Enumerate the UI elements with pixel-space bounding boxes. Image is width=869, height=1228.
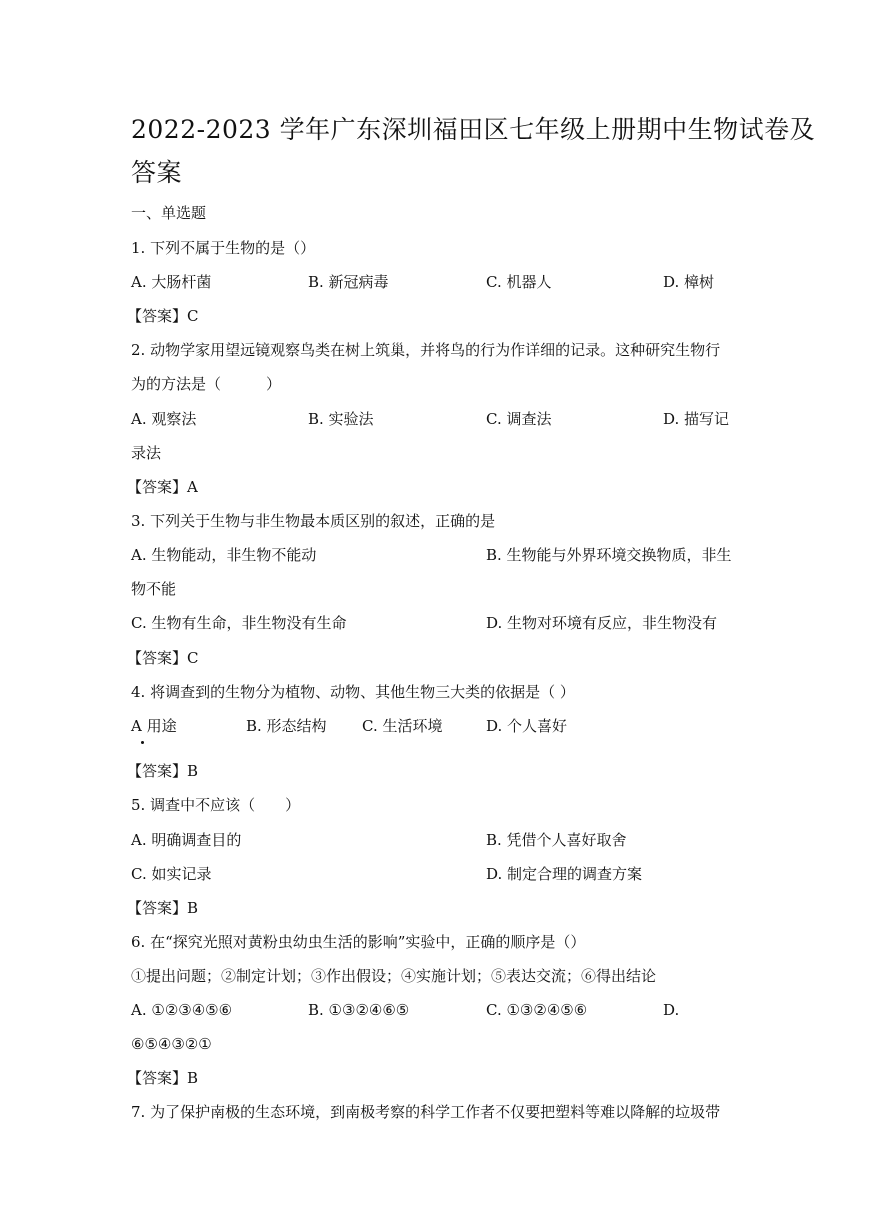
- answer-value: C: [187, 649, 199, 667]
- question-2-stem-line-1: 2. 动物学家用望远镜观察鸟类在树上筑巢，并将鸟的行为作详细的记录。这种研究生物行: [131, 341, 721, 359]
- answer-label: 【答案】: [127, 478, 188, 496]
- question-1-option-a: A. 大肠杆菌: [131, 273, 212, 291]
- question-2-stem-line-2: 为的方法是（ ）: [131, 375, 282, 393]
- question-6-option-a: A. ①②③④⑤⑥: [131, 1001, 233, 1019]
- question-5-option-a: A. 明确调查目的: [131, 831, 242, 849]
- question-3-stem: 3. 下列关于生物与非生物最本质区别的叙述，正确的是: [131, 512, 496, 530]
- answer-label: 【答案】: [127, 307, 188, 325]
- question-5-stem: 5. 调查中不应该（ ）: [131, 796, 301, 814]
- question-2-option-d-wrap: 录法: [131, 444, 162, 462]
- question-6-answer: [127, 1068, 198, 1088]
- question-6-option-c: C. ①③②④⑤⑥: [486, 1001, 588, 1019]
- question-6-option-d: D.: [663, 1001, 680, 1019]
- question-4-option-b: B. 形态结构: [246, 717, 327, 735]
- answer-value: B: [187, 899, 199, 917]
- question-1-answer: [127, 306, 199, 326]
- question-5-answer: [127, 898, 198, 918]
- question-1-option-d: D. 樟树: [663, 273, 715, 291]
- answer-label: 【答案】: [127, 899, 188, 917]
- answer-value: A: [187, 478, 198, 496]
- question-3-option-b-wrap: 物不能: [131, 580, 177, 598]
- question-3-option-a: A. 生物能动，非生物不能动: [131, 546, 317, 564]
- question-1-stem: 1. 下列不属于生物的是（）: [131, 239, 316, 257]
- question-2-option-b: B. 实验法: [308, 410, 374, 428]
- question-6-option-d-wrap: ⑥⑤④③②①: [131, 1035, 212, 1053]
- question-6-option-b: B. ①③②④⑥⑤: [308, 1001, 410, 1019]
- question-1-option-b: B. 新冠病毒: [308, 273, 389, 291]
- question-4-answer: [127, 761, 198, 781]
- question-3-option-b: B. 生物能与外界环境交换物质，非生: [486, 546, 732, 564]
- document-title-line-2: 答案: [131, 158, 183, 187]
- section-heading: 一、单选题: [131, 204, 207, 222]
- question-5-option-c: C. 如实记录: [131, 865, 212, 883]
- answer-label: 【答案】: [127, 649, 188, 667]
- question-7-stem: 7. 为了保护南极的生态环境，到南极考察的科学工作者不仅要把塑料等难以降解的垃圾带: [131, 1103, 721, 1121]
- question-3-option-c: C. 生物有生命，非生物没有生命: [131, 614, 347, 632]
- question-3-answer: [127, 648, 199, 668]
- question-2-option-a: A. 观察法: [131, 410, 197, 428]
- question-2-option-c: C. 调查法: [486, 410, 552, 428]
- document-title-line-1: 2022-2023 学年广东深圳福田区七年级上册期中生物试卷及: [131, 115, 816, 144]
- question-3-option-d: D. 生物对环境有反应，非生物没有: [486, 614, 718, 632]
- question-4-option-a: A 用途: [131, 717, 177, 735]
- question-5-option-d: D. 制定合理的调查方案: [486, 865, 643, 883]
- question-4-option-c: C. 生活环境: [362, 717, 443, 735]
- answer-value: B: [187, 1069, 199, 1087]
- answer-value: C: [187, 307, 199, 325]
- stray-dot-mark: [141, 741, 144, 744]
- question-4-option-d: D. 个人喜好: [486, 717, 568, 735]
- question-2-answer: [127, 477, 198, 497]
- answer-label: 【答案】: [127, 1069, 188, 1087]
- question-4-stem: 4. 将调查到的生物分为植物、动物、其他生物三大类的依据是（ ）: [131, 683, 575, 701]
- question-5-option-b: B. 凭借个人喜好取舍: [486, 831, 627, 849]
- question-6-stem-line-1: 6. 在“探究光照对黄粉虫幼虫生活的影响”实验中，正确的顺序是（）: [131, 933, 586, 951]
- question-2-option-d: D. 描写记: [663, 410, 730, 428]
- answer-label: 【答案】: [127, 762, 188, 780]
- answer-value: B: [187, 762, 199, 780]
- question-6-stem-line-2: ①提出问题；②制定计划；③作出假设；④实施计划；⑤表达交流；⑥得出结论: [131, 967, 657, 985]
- question-1-option-c: C. 机器人: [486, 273, 552, 291]
